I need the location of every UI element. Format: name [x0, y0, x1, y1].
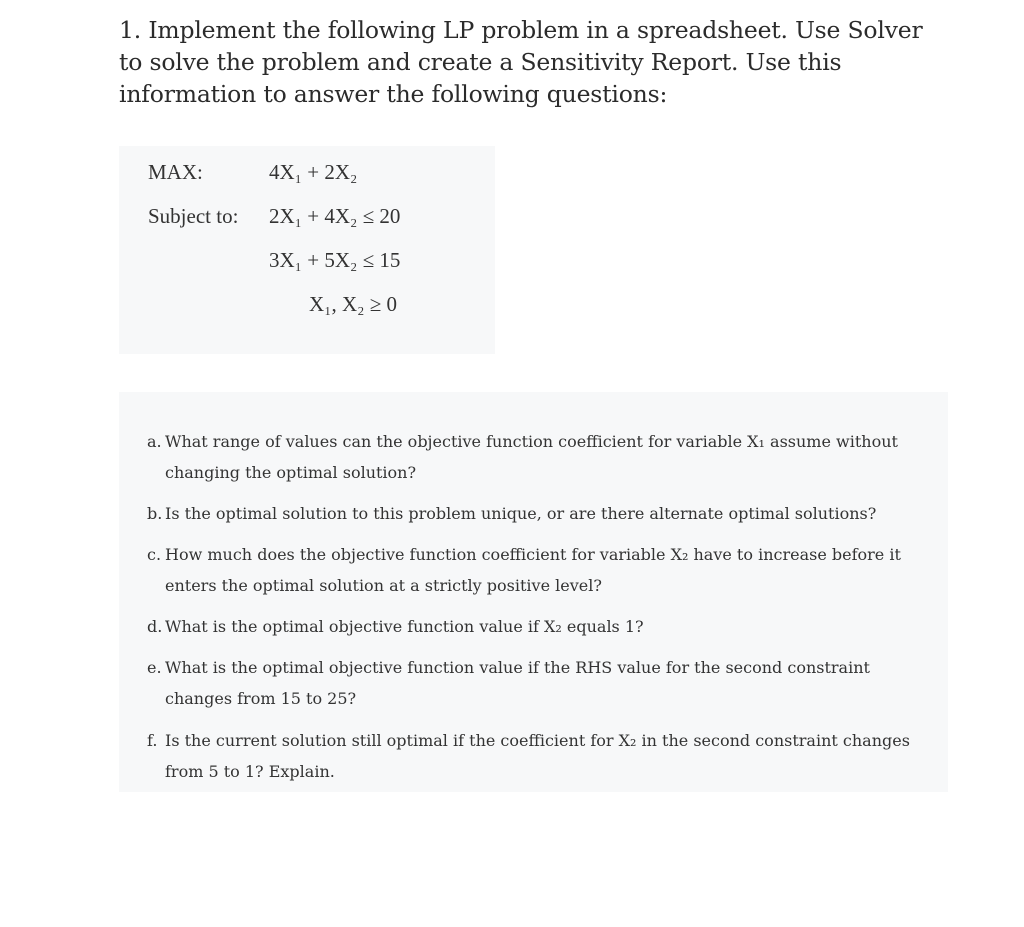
question-letter: a.	[147, 432, 162, 451]
question-text: What is the optimal objective function value if the RHS value for the second constraint	[165, 658, 870, 677]
question-letter: b.	[147, 504, 163, 523]
problem-text: Implement the following LP problem in a spreadsheet. Use Solver to solve the problem and create a Sensitivity Report. Use this information to answer the following questions:	[119, 16, 923, 108]
question-text: How much does the objective function coefficient for variable X₂ have to increase before it	[165, 545, 901, 564]
question-d	[147, 611, 937, 642]
constraint-2: 3X₁ + 5X₂ ≤ 15	[269, 248, 401, 272]
question-b	[147, 498, 937, 529]
question-text: Is the current solution still optimal if the coefficient for X₂ in the second constraint changes	[165, 731, 910, 750]
question-c	[147, 539, 937, 601]
objective-label: MAX:	[148, 160, 203, 184]
question-a	[147, 426, 937, 488]
question-text: Is the optimal solution to this problem unique, or are there alternate optimal solutions?	[165, 504, 877, 523]
question-e	[147, 652, 937, 714]
question-text-continued: changing the optimal solution?	[165, 463, 417, 482]
question-f	[147, 725, 937, 787]
nonnegativity-constraint: X₁, X₂ ≥ 0	[309, 292, 397, 316]
question-text-continued: enters the optimal solution at a strictly positive level?	[165, 576, 602, 595]
question-letter: d.	[147, 617, 163, 636]
objective-function: 4X₁ + 2X₂	[269, 160, 358, 184]
question-text: What range of values can the objective function coefficient for variable X₁ assume without	[165, 432, 898, 451]
question-text-continued: from 5 to 1? Explain.	[165, 762, 335, 781]
problem-statement	[119, 14, 949, 110]
question-letter: e.	[147, 658, 162, 677]
question-text: What is the optimal objective function value if X₂ equals 1?	[165, 617, 644, 636]
constraint-1: 2X₁ + 4X₂ ≤ 20	[269, 204, 401, 228]
questions-list	[119, 392, 948, 792]
question-letter: c.	[147, 545, 162, 564]
constraints-label: Subject to:	[148, 204, 239, 228]
question-text-continued: changes from 15 to 25?	[165, 689, 357, 708]
lp-formulation	[119, 146, 495, 354]
question-letter: f.	[147, 731, 158, 750]
problem-number: 1.	[119, 16, 142, 44]
